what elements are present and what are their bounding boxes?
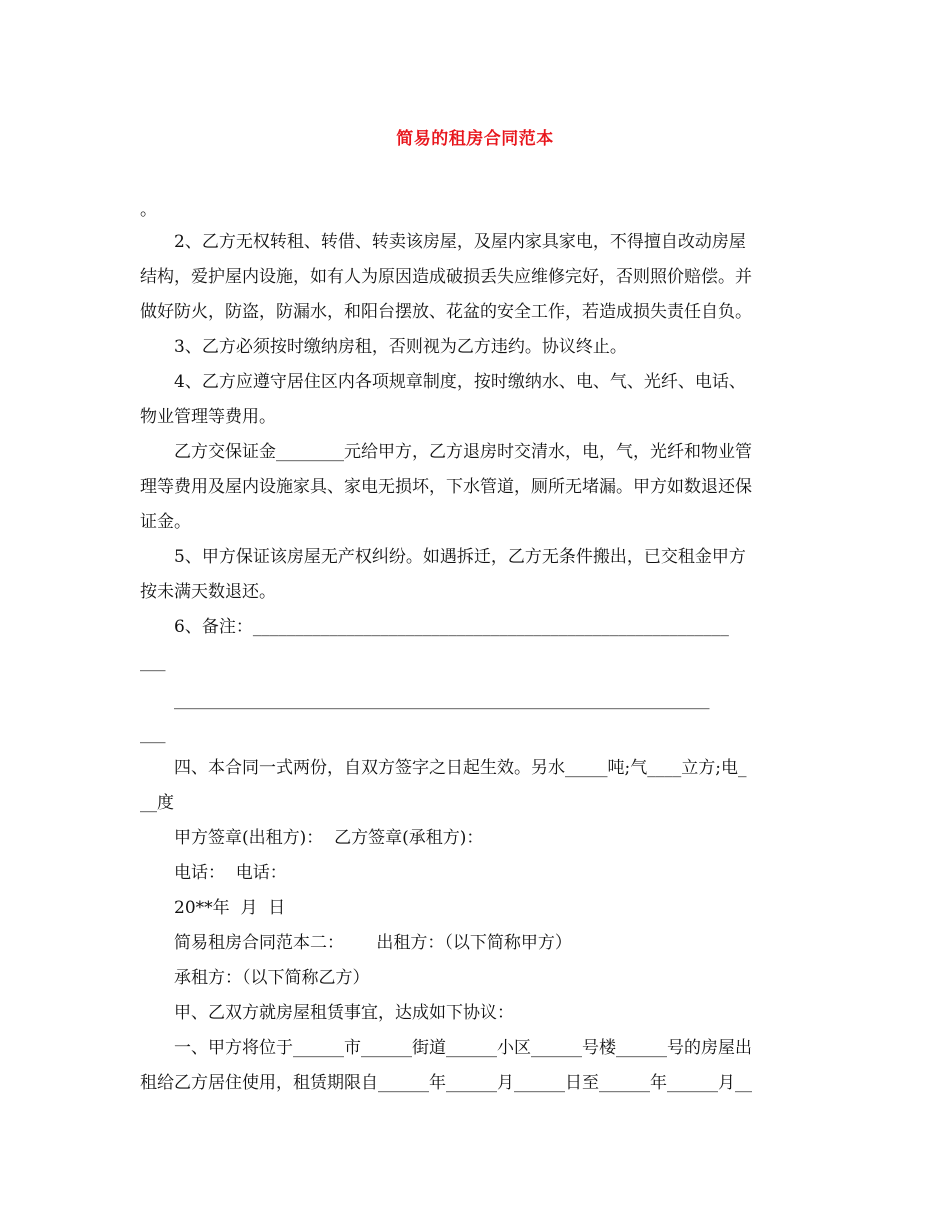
text-line: 6、备注：________________________________________________________ [174, 617, 729, 637]
text-line: 电话： 电话： [174, 863, 287, 883]
text-line: 4、乙方应遵守居住区内各项规章制度，按时缴纳水、电、气、光纤、电话、 [174, 372, 746, 392]
text-line: 按未满天数退还。 [140, 582, 276, 602]
text-line: ___ [140, 652, 166, 672]
text-line: 承租方：（以下简称乙方） [174, 968, 370, 988]
text-line: 甲、乙双方就房屋租赁事宜，达成如下协议： [174, 1003, 514, 1023]
text-line: 5、甲方保证该房屋无产权纠纷。如遇拆迁，乙方无条件搬出，已交租金甲方 [174, 547, 746, 567]
text-line: ___ [140, 724, 166, 744]
text-line: 甲方签章(出租方)： 乙方签章(承租方)： [174, 828, 484, 848]
text-line: 简易租房合同范本二： 出租方：（以下简称甲方） [174, 933, 572, 953]
text-line: __度 [140, 793, 174, 813]
text-line: 结构，爱护屋内设施，如有人为原因造成破损丢失应维修完好，否则照价赔偿。并 [140, 267, 752, 287]
document-title: 简易的租房合同范本 [396, 129, 554, 149]
text-line: 做好防火，防盗，防漏水，和阳台摆放、花盆的安全工作，若造成损失责任自负。 [140, 302, 752, 322]
text-line: 一、甲方将位于______市______街道______小区______号楼______号的房屋出 [174, 1038, 752, 1058]
text-line: 理等费用及屋内设施家具、家电无损坏，下水管道，厕所无堵漏。甲方如数退还保 [140, 477, 752, 497]
text-line: 3、乙方必须按时缴纳房租，否则视为乙方违约。协议终止。 [174, 337, 627, 357]
text-line: _______________________________________________________________ [174, 690, 710, 710]
text-line: 2、乙方无权转租、转借、转卖该房屋，及屋内家具家电，不得擅自改动房屋 [174, 232, 746, 252]
text-line: 乙方交保证金________元给甲方，乙方退房时交清水，电，气，光纤和物业管 [174, 442, 752, 462]
text-line: 证金。 [140, 512, 191, 532]
text-line: 租给乙方居住使用，租赁期限自______年______月______日至______年______月__ [140, 1073, 752, 1093]
text-line: 物业管理等费用。 [140, 407, 276, 427]
text-line: 。 [140, 200, 157, 220]
text-line: 20**年 月 日 [174, 898, 286, 918]
text-line: 四、本合同一式两份，自双方签字之日起生效。另水_____吨;气____立方;电_ [174, 758, 747, 778]
